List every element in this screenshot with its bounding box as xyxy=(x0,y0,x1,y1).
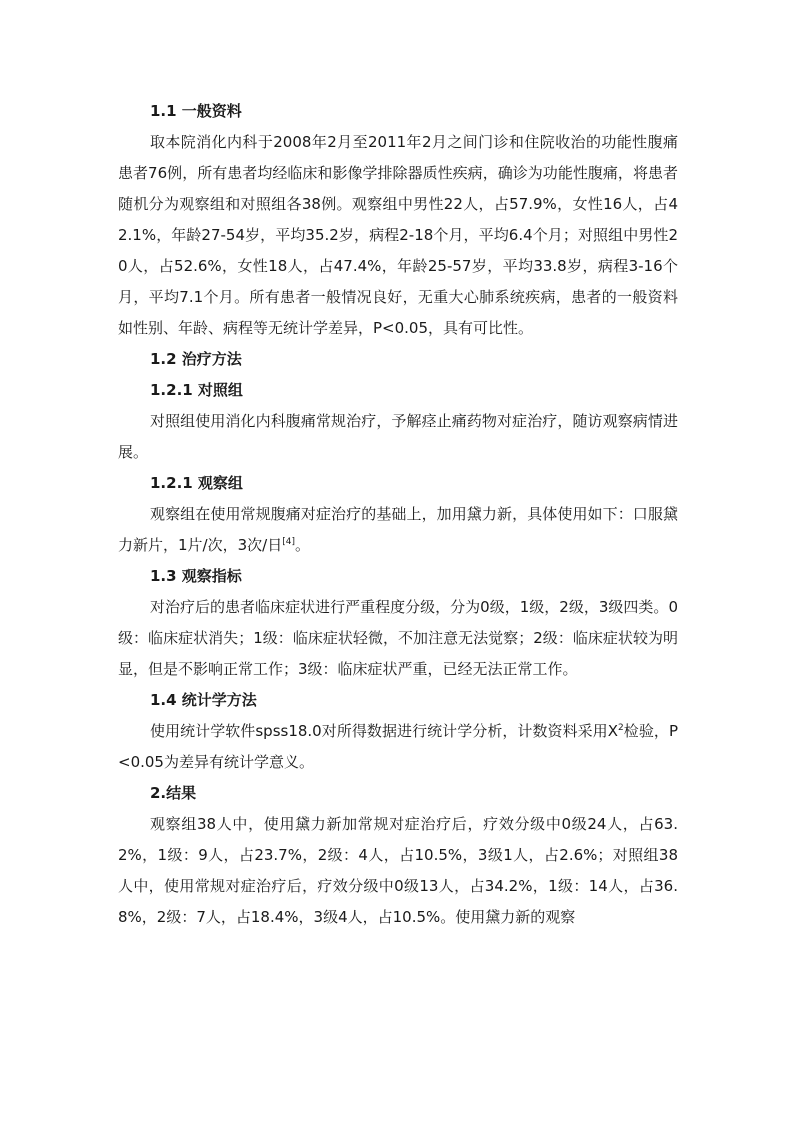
results-paragraph: 观察组38人中，使用黛力新加常规对症治疗后，疗效分级中0级24人，占63.2%，1级：9人，占23.7%，2级：4人，占10.5%，3级1人，占2.6%；对照组38人中，使用常规对症治疗后，疗效分级中0级13人，占34.2%，1级：14人，占36.8%，2级：7人，占18.4%，3级4人，占10.5%。使用黛力新的观察 xyxy=(118,815,678,926)
section-heading-1-4: 1.4 统计学方法 xyxy=(150,691,257,709)
statistics-paragraph xyxy=(118,716,678,778)
statistics-text: 使用统计学软件spss18.0对所得数据进行统计学分析，计数资料采用X xyxy=(150,722,619,740)
control-group-paragraph: 对照组使用消化内科腹痛常规治疗，予解痉止痛药物对症治疗，随访观察病情进展。 xyxy=(118,412,678,461)
observation-group-text-end: 。 xyxy=(294,536,310,554)
citation-ref: [4] xyxy=(282,537,295,547)
observation-index-paragraph: 对治疗后的患者临床症状进行严重程度分级，分为0级，1级，2级，3级四类。0级：临床症状消失；1级：临床症状轻微，不加注意无法觉察；2级：临床症状较为明显，但是不影响正常工作；3级：临床症状严重，已经无法正常工作。 xyxy=(118,598,678,678)
statistics-text-end: 检验，P<0.05为差异有统计学意义。 xyxy=(118,722,678,771)
section-heading-1-2: 1.2 治疗方法 xyxy=(150,350,242,368)
observation-group-paragraph xyxy=(118,499,678,561)
section-heading-1-3: 1.3 观察指标 xyxy=(150,567,242,585)
observation-group-text: 观察组在使用常规腹痛对症治疗的基础上，加用黛力新，具体使用如下：口服黛力新片，1片/次，3次/日 xyxy=(118,505,678,554)
chi-square-superscript: 2 xyxy=(618,723,624,733)
document-body xyxy=(118,96,678,933)
section-heading-1-1: 1.1 一般资料 xyxy=(150,102,242,120)
section-heading-control-group: 1.2.1 对照组 xyxy=(150,381,243,399)
section-heading-results: 2.结果 xyxy=(150,784,197,802)
general-info-paragraph: 取本院消化内科于2008年2月至2011年2月之间门诊和住院收治的功能性腹痛患者76例，所有患者均经临床和影像学排除器质性疾病，确诊为功能性腹痛，将患者随机分为观察组和对照组各38例。观察组中男性22人，占57.9%，女性16人，占42.1%，年龄27-54岁，平均35.2岁，病程2-18个月，平均6.4个月；对照组中男性20人，占52.6%，女性18人，占47.4%，年龄25-57岁，平均33.8岁，病程3-16个月，平均7.1个月。所有患者一般情况良好，无重大心肺系统疾病，患者的一般资料如性别、年龄、病程等无统计学差异，P<0.05，具有可比性。 xyxy=(118,133,678,337)
section-heading-observation-group: 1.2.1 观察组 xyxy=(150,474,243,492)
